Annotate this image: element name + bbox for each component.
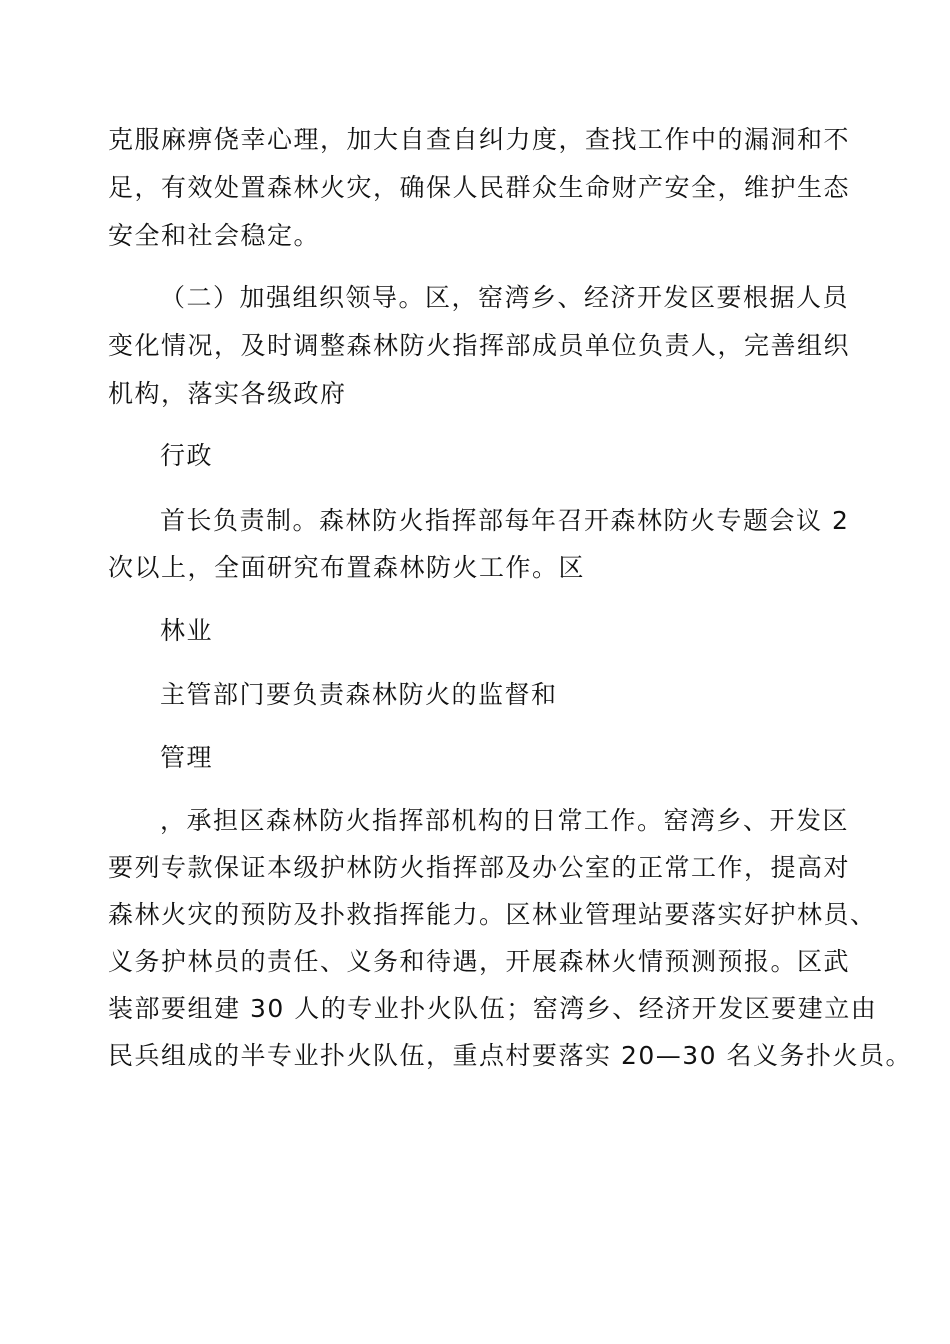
paragraph-1-line-2: 足，有效处置森林火灾，确保人民群众生命财产安全，维护生态 bbox=[108, 173, 851, 202]
paragraph-4-line-6: 民兵组成的半专业扑火队伍，重点村要落实 20—30 名义务扑火员。 bbox=[108, 1041, 913, 1070]
paragraph-1-line-1: 克服麻痹侥幸心理，加大自查自纠力度，查找工作中的漏洞和不 bbox=[108, 125, 851, 154]
fragment-xingzheng: 行政 bbox=[160, 441, 214, 470]
fragment-zhuguan: 主管部门要负责森林防火的监督和 bbox=[160, 680, 558, 709]
paragraph-4-line-4: 义务护林员的责任、义务和待遇，开展森林火情预测预报。区武 bbox=[108, 947, 851, 976]
fragment-guanli: 管理 bbox=[160, 743, 214, 772]
paragraph-4-line-5: 装部要组建 30 人的专业扑火队伍；窑湾乡、经济开发区要建立由 bbox=[108, 994, 878, 1023]
fragment-linye: 林业 bbox=[160, 616, 214, 645]
paragraph-3-line-2: 次以上，全面研究布置森林防火工作。区 bbox=[108, 553, 586, 582]
paragraph-2-line-2: 变化情况，及时调整森林防火指挥部成员单位负责人，完善组织 bbox=[108, 331, 851, 360]
paragraph-4-line-3: 森林火灾的预防及扑救指挥能力。区林业管理站要落实好护林员、 bbox=[108, 900, 877, 929]
paragraph-4-line-2: 要列专款保证本级护林防火指挥部及办公室的正常工作，提高对 bbox=[108, 853, 851, 882]
paragraph-1-line-3: 安全和社会稳定。 bbox=[108, 221, 321, 250]
paragraph-3-line-1: 首长负责制。森林防火指挥部每年召开森林防火专题会议 2 bbox=[160, 506, 850, 535]
paragraph-2-line-3: 机构，落实各级政府 bbox=[108, 379, 347, 408]
paragraph-2-line-1: （二）加强组织领导。区，窑湾乡、经济开发区要根据人员 bbox=[160, 283, 850, 312]
paragraph-4-line-1: ，承担区森林防火指挥部机构的日常工作。窑湾乡、开发区 bbox=[160, 806, 850, 835]
